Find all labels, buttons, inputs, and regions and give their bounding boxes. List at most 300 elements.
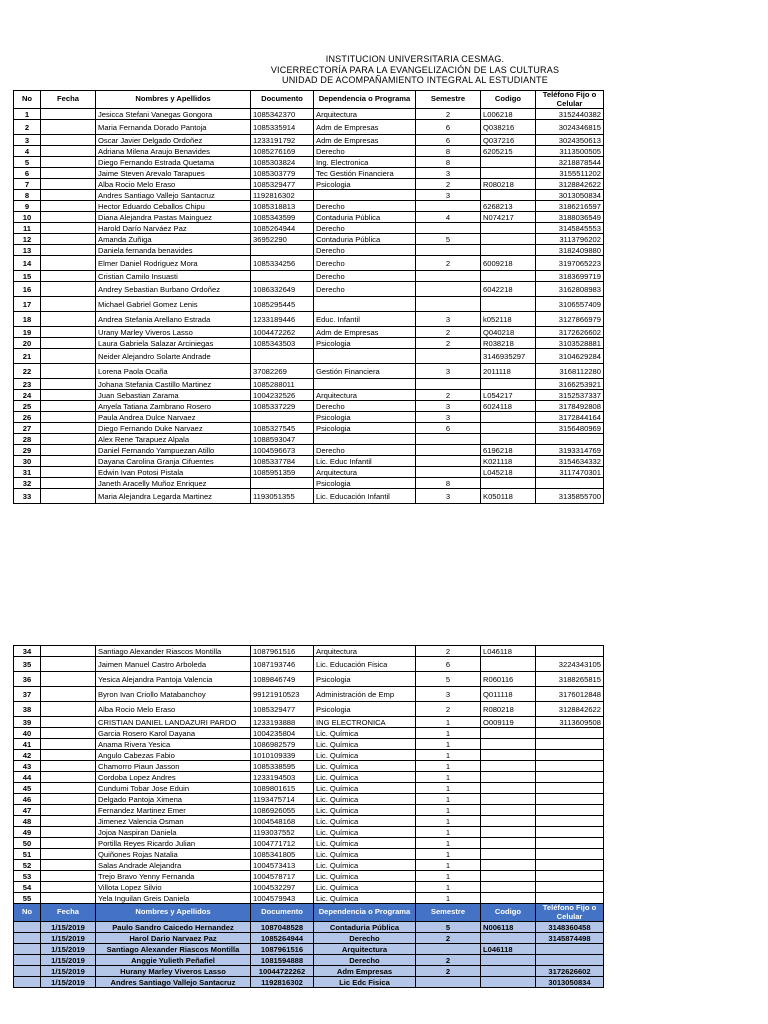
cell-nombre: Cundumi Tobar Jose Eduin [96,783,251,794]
cell-semestre: 1 [416,882,481,893]
cell-nombre: Yesica Alejandra Pantoja Valencia [96,672,251,687]
cell-no: 12 [14,234,41,245]
cell-fecha: 1/15/2019 [41,944,96,955]
cell-telefono: 3188036549 [536,212,604,223]
cell-dependencia: Lic Edc Fisica [314,977,416,988]
cell-no: 54 [14,882,41,893]
cell-dependencia: Adm Empresas [314,966,416,977]
cell-dependencia: Arquitectura [314,467,416,478]
cell-telefono: 3156480969 [536,423,604,434]
cell-semestre [416,944,481,955]
cell-semestre: 6 [416,657,481,672]
table-row [14,467,604,478]
cell-fecha: 1/15/2019 [41,933,96,944]
cell-fecha [41,783,96,794]
cell-nombre: Diego Fernando Estrada Quetama [96,157,251,168]
cell-fecha [41,282,96,297]
cell-nombre: Portilla Reyes Ricardo Julian [96,838,251,849]
cell-telefono [536,816,604,827]
cell-telefono: 3176012848 [536,687,604,702]
cell-semestre [416,201,481,212]
cell-telefono: 3168112280 [536,364,604,379]
cell-codigo: 6024118 [481,401,536,412]
cell-semestre [416,456,481,467]
cell-semestre: 2 [416,390,481,401]
cell-codigo [481,412,536,423]
cell-semestre [416,297,481,312]
cell-documento: 99121910523 [251,687,314,702]
cell-semestre: 2 [416,646,481,657]
cell-no: 26 [14,412,41,423]
cell-no: 34 [14,646,41,657]
cell-no: 2 [14,120,41,135]
cell-nombre: Delgado Pantoja Ximena [96,794,251,805]
cell-semestre: 5 [416,672,481,687]
cell-telefono: 3024350613 [536,135,604,146]
cell-semestre [416,434,481,445]
table-row [14,966,604,977]
cell-codigo [481,157,536,168]
table-row [14,327,604,338]
cell-codigo: 6042218 [481,282,536,297]
cell-dependencia: Derecho [314,201,416,212]
cell-dependencia: Derecho [314,223,416,234]
cell-telefono: 3145845553 [536,223,604,234]
cell-dependencia: Adm de Empresas [314,120,416,135]
cell-codigo: N074217 [481,212,536,223]
cell-nombre: Harol Dario Narvaez Paz [96,933,251,944]
cell-no: 24 [14,390,41,401]
cell-documento: 1085343599 [251,212,314,223]
cell-semestre: 2 [416,109,481,120]
cell-fecha [41,109,96,120]
cell-documento: 1233194503 [251,772,314,783]
cell-dependencia: Gestión Financiera [314,364,416,379]
cell-fecha [41,882,96,893]
col-documento: Documento [251,91,314,109]
cell-dependencia: Lic. Educación Infantil [314,489,416,504]
cell-fecha [41,687,96,702]
cell-dependencia: Derecho [314,282,416,297]
cell-semestre [416,467,481,478]
cell-dependencia: Contaduria Pública [314,922,416,933]
cell-semestre [416,379,481,390]
cell-semestre: 8 [416,157,481,168]
cell-codigo: K021118 [481,456,536,467]
table-row [14,434,604,445]
cell-codigo: R060116 [481,672,536,687]
cell-semestre: 2 [416,702,481,717]
cell-fecha [41,271,96,282]
table-3-body [14,922,604,988]
cell-fecha [41,312,96,327]
cell-dependencia: Derecho [314,146,416,157]
table-row [14,717,604,728]
cell-documento [251,271,314,282]
cell-no: 49 [14,827,41,838]
cell-fecha [41,646,96,657]
cell-dependencia: Lic. Química [314,849,416,860]
cell-codigo: N006118 [481,922,536,933]
cell-nombre: Anama Rivera Yesica [96,739,251,750]
cell-telefono: 3172626602 [536,966,604,977]
cell-telefono [536,882,604,893]
cell-codigo: 6009218 [481,256,536,271]
cell-nombre: Elmer Daniel Rodriguez Mora [96,256,251,271]
cell-no: 37 [14,687,41,702]
cell-no: 11 [14,223,41,234]
col-telefono: Teléfono Fijo o Celular [536,91,604,109]
cell-nombre: Jaimen Manuel Castro Arboleda [96,657,251,672]
cell-fecha [41,120,96,135]
cell-codigo [481,838,536,849]
cell-documento: 1086982579 [251,739,314,750]
col-no: No [14,904,41,922]
cell-no: 40 [14,728,41,739]
cell-dependencia: Psicologia [314,412,416,423]
cell-telefono: 3224343105 [536,657,604,672]
cell-nombre: Villota Lopez Silvio [96,882,251,893]
cell-nombre: Andres Santiago Vallejo Santacruz [96,190,251,201]
table-row [14,750,604,761]
table-row [14,256,604,271]
table-row [14,794,604,805]
cell-codigo: 3146935297 [481,349,536,364]
cell-no: 9 [14,201,41,212]
cell-telefono: 3113796202 [536,234,604,245]
table-row [14,109,604,120]
cell-nombre: Andres Santiago Vallejo Santacruz [96,977,251,988]
cell-no: 18 [14,312,41,327]
cell-semestre: 8 [416,478,481,489]
table-row [14,223,604,234]
table-row [14,423,604,434]
cell-fecha [41,146,96,157]
cell-documento: 1004578717 [251,871,314,882]
cell-telefono [536,783,604,794]
cell-dependencia: ING ELECTRONICA [314,717,416,728]
cell-no: 25 [14,401,41,412]
cell-fecha: 1/15/2019 [41,977,96,988]
cell-semestre [416,223,481,234]
cell-documento: 1085334256 [251,256,314,271]
cell-fecha [41,135,96,146]
cell-dependencia: Educ. Infantil [314,312,416,327]
cell-no: 21 [14,349,41,364]
cell-dependencia: Lic. Química [314,739,416,750]
cell-documento: 1193037552 [251,827,314,838]
cell-telefono: 3172844164 [536,412,604,423]
cell-telefono [536,860,604,871]
cell-dependencia: Psicologia [314,423,416,434]
cell-codigo [481,478,536,489]
student-table-1 [13,90,604,504]
cell-documento: 1085329477 [251,179,314,190]
cell-telefono [536,739,604,750]
table-row [14,977,604,988]
cell-telefono: 3106557409 [536,297,604,312]
table-row [14,412,604,423]
cell-fecha [41,717,96,728]
col-telefono: Teléfono Fijo o Celular [536,904,604,922]
table-row [14,338,604,349]
cell-fecha: 1/15/2019 [41,955,96,966]
cell-dependencia [314,190,416,201]
cell-fecha [41,489,96,504]
cell-no: 6 [14,168,41,179]
cell-semestre: 1 [416,871,481,882]
cell-codigo: 2011118 [481,364,536,379]
table-row [14,739,604,750]
cell-codigo: Q011118 [481,687,536,702]
cell-documento: 1085329477 [251,702,314,717]
cell-dependencia [314,349,416,364]
cell-codigo [481,657,536,672]
cell-telefono [536,794,604,805]
cell-nombre: Chamorro Piaun Jasson [96,761,251,772]
table-row [14,827,604,838]
cell-no: 27 [14,423,41,434]
cell-dependencia: Psicologia [314,179,416,190]
col-documento: Documento [251,904,314,922]
cell-telefono: 3013050834 [536,977,604,988]
cell-dependencia: Arquitectura [314,646,416,657]
cell-documento: 1085264944 [251,223,314,234]
cell-documento: 1085335914 [251,120,314,135]
cell-semestre: 1 [416,783,481,794]
cell-nombre: Anyela Tatiana Zambrano Rosero [96,401,251,412]
cell-codigo [481,893,536,904]
cell-telefono: 3172626602 [536,327,604,338]
cell-semestre: 2 [416,966,481,977]
cell-fecha [41,297,96,312]
cell-fecha [41,212,96,223]
cell-telefono: 3024346815 [536,120,604,135]
cell-nombre: Juan Sebastian Zarama [96,390,251,401]
table-row [14,135,604,146]
cell-documento: 1233191792 [251,135,314,146]
cell-nombre: Paula Andrea Dulce Narvaez [96,412,251,423]
cell-telefono: 3135855700 [536,489,604,504]
table-row [14,157,604,168]
cell-no: 51 [14,849,41,860]
cell-documento: 1085288011 [251,379,314,390]
cell-codigo: 6205215 [481,146,536,157]
cell-telefono: 3127866979 [536,312,604,327]
cell-nombre: Hector Eduardo Ceballos Chipu [96,201,251,212]
cell-nombre: Janeth Aracelly Muñoz Enriquez [96,478,251,489]
cell-documento [251,412,314,423]
cell-nombre: Maria Alejandra Legarda Martinez [96,489,251,504]
cell-semestre: 8 [416,146,481,157]
cell-no: 4 [14,146,41,157]
cell-telefono: 3013050834 [536,190,604,201]
table-row [14,245,604,256]
cell-fecha [41,728,96,739]
cell-telefono [536,761,604,772]
cell-no: 8 [14,190,41,201]
cell-telefono: 3193314769 [536,445,604,456]
cell-no: 44 [14,772,41,783]
cell-fecha [41,467,96,478]
cell-no: 1 [14,109,41,120]
cell-telefono [536,849,604,860]
cell-documento: 37082269 [251,364,314,379]
table-row [14,783,604,794]
cell-dependencia: Derecho [314,933,416,944]
cell-semestre: 6 [416,120,481,135]
cell-codigo [481,761,536,772]
cell-documento: 1087193746 [251,657,314,672]
cell-documento: 1004771712 [251,838,314,849]
cell-documento: 1085303779 [251,168,314,179]
cell-semestre: 3 [416,412,481,423]
cell-semestre: 1 [416,860,481,871]
document-header [250,54,580,86]
cell-codigo: k052118 [481,312,536,327]
cell-no: 5 [14,157,41,168]
cell-codigo [481,168,536,179]
cell-dependencia: Lic. Química [314,882,416,893]
cell-documento: 1085303824 [251,157,314,168]
cell-nombre: Neider Alejandro Solarte Andrade [96,349,251,364]
table-row [14,478,604,489]
cell-documento: 1004232526 [251,390,314,401]
cell-telefono: 3188265815 [536,672,604,687]
cell-dependencia: Arquitectura [314,944,416,955]
cell-codigo [481,750,536,761]
cell-documento: 1085337784 [251,456,314,467]
table-row [14,445,604,456]
table-header-row [14,904,604,922]
cell-no: 42 [14,750,41,761]
cell-no: 20 [14,338,41,349]
cell-codigo [481,977,536,988]
cell-codigo: R080218 [481,702,536,717]
cell-fecha [41,423,96,434]
cell-telefono: 3178492808 [536,401,604,412]
cell-dependencia [314,379,416,390]
cell-no: 3 [14,135,41,146]
cell-codigo: R038218 [481,338,536,349]
cell-documento: 1192816302 [251,977,314,988]
cell-semestre: 2 [416,179,481,190]
cell-telefono [536,750,604,761]
cell-telefono [536,838,604,849]
cell-no: 16 [14,282,41,297]
cell-codigo [481,871,536,882]
cell-no: 29 [14,445,41,456]
cell-nombre: Laura Gabriela Salazar Arciniegas [96,338,251,349]
cell-codigo [481,423,536,434]
cell-semestre: 1 [416,816,481,827]
cell-documento: 1004548168 [251,816,314,827]
cell-fecha [41,893,96,904]
cell-nombre: Alba Rocio Melo Eraso [96,702,251,717]
cell-semestre: 6 [416,135,481,146]
cell-no: 22 [14,364,41,379]
cell-codigo [481,816,536,827]
table-row [14,816,604,827]
cell-documento: 1085327545 [251,423,314,434]
cell-codigo [481,739,536,750]
cell-documento: 1004573413 [251,860,314,871]
cell-dependencia: Lic. Química [314,838,416,849]
cell-nombre: Jimenez Valencia Osman [96,816,251,827]
cell-no: 55 [14,893,41,904]
cell-codigo: Q040218 [481,327,536,338]
table-row [14,646,604,657]
table-3-header [14,904,604,922]
cell-documento: 1086332649 [251,282,314,297]
cell-codigo: Q037216 [481,135,536,146]
cell-no: 30 [14,456,41,467]
cell-telefono [536,646,604,657]
cell-telefono [536,805,604,816]
cell-telefono: 3152440382 [536,109,604,120]
cell-documento: 1193051355 [251,489,314,504]
cell-codigo [481,223,536,234]
cell-fecha [41,816,96,827]
cell-dependencia: Adm de Empresas [314,135,416,146]
cell-telefono [536,728,604,739]
cell-fecha [41,871,96,882]
cell-documento: 1192816302 [251,190,314,201]
cell-semestre: 3 [416,190,481,201]
cell-dependencia: Psicologia [314,702,416,717]
cell-fecha [41,401,96,412]
cell-nombre: CRISTIAN DANIEL LANDAZURI PARDO [96,717,251,728]
col-fecha: Fecha [41,904,96,922]
cell-codigo [481,190,536,201]
cell-fecha [41,390,96,401]
cell-documento: 1089801615 [251,783,314,794]
cell-documento: 1004579943 [251,893,314,904]
cell-documento: 1085341805 [251,849,314,860]
cell-documento: 1193475714 [251,794,314,805]
cell-dependencia: Arquitectura [314,390,416,401]
col-nombres: Nombres y Apellidos [96,904,251,922]
cell-telefono [536,434,604,445]
cell-codigo [481,434,536,445]
cell-semestre: 1 [416,717,481,728]
col-semestre: Semestre [416,904,481,922]
cell-documento: 36952290 [251,234,314,245]
cell-no [14,944,41,955]
cell-codigo [481,794,536,805]
cell-dependencia: Lic. Química [314,827,416,838]
cell-semestre: 1 [416,827,481,838]
cell-nombre: Lorena Paola Ocaña [96,364,251,379]
table-row [14,190,604,201]
cell-nombre: Daniela fernanda benavides [96,245,251,256]
cell-codigo: Q038216 [481,120,536,135]
table-row [14,922,604,933]
cell-fecha [41,434,96,445]
cell-dependencia: Lic. Química [314,750,416,761]
cell-fecha [41,702,96,717]
cell-fecha [41,478,96,489]
cell-documento: 1233189446 [251,312,314,327]
cell-documento: 1004596673 [251,445,314,456]
cell-no: 39 [14,717,41,728]
cell-nombre: Andrey Sebastian Burbano Ordoñez [96,282,251,297]
cell-fecha: 1/15/2019 [41,966,96,977]
cell-semestre: 4 [416,212,481,223]
cell-no: 33 [14,489,41,504]
col-dependencia: Dependencia o Programa [314,91,416,109]
cell-dependencia: Lic. Química [314,728,416,739]
